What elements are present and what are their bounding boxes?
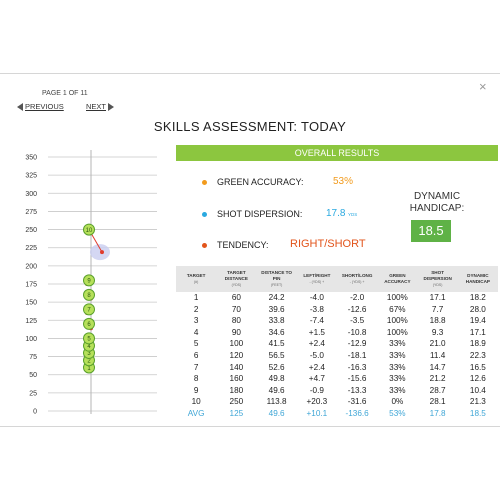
table-row: [176, 350, 498, 362]
table-cell: 100%: [386, 316, 408, 326]
table-cell: 4: [193, 327, 199, 337]
close-icon[interactable]: ×: [479, 79, 487, 94]
header-shot-dispersion: SHOT DISPERSION (YDS): [418, 266, 458, 292]
y-tick-label: 325: [25, 172, 37, 180]
next-label: NEXT: [86, 102, 107, 111]
avg-cell: 17.8: [429, 408, 446, 418]
table-cell: 2: [193, 304, 199, 314]
table-cell: 140: [229, 362, 244, 372]
table-cell: 60: [231, 293, 241, 302]
table-cell: 33%: [389, 350, 406, 360]
table-cell: 67%: [389, 304, 406, 314]
shot-markers: [84, 224, 111, 373]
table-cell: 21.2: [429, 374, 446, 384]
avg-cell: AVG: [187, 408, 205, 418]
table-cell: 33.8: [268, 316, 285, 326]
overall-results-header: OVERALL RESULTS: [176, 145, 498, 161]
table-cell: +1.5: [308, 327, 325, 337]
y-tick-label: 175: [25, 281, 37, 289]
table-cell: 70: [231, 304, 241, 314]
table-cell: -12.6: [347, 304, 367, 314]
table-cell: -16.3: [347, 362, 367, 372]
avg-cell: 53%: [389, 408, 406, 418]
dynamic-handicap-label-line2: HANDICAP:: [409, 203, 465, 214]
table-cell: 24.2: [268, 293, 285, 302]
red-dot-icon: [202, 243, 207, 248]
shot-point: [100, 250, 104, 254]
table-cell: -10.8: [347, 327, 367, 337]
green-accuracy-metric: [202, 177, 304, 187]
table-cell: -7.4: [309, 316, 324, 326]
table-cell: 180: [229, 385, 244, 395]
table-row: [176, 373, 498, 385]
table-header-row: [176, 266, 498, 292]
next-button[interactable]: [86, 102, 114, 111]
table-cell: 56.5: [268, 350, 285, 360]
previous-button[interactable]: [17, 102, 64, 111]
y-tick-label: 25: [29, 390, 37, 398]
table-cell: 1: [193, 293, 199, 302]
target-marker-label: 7: [87, 307, 91, 314]
table-cell: 28.1: [429, 397, 446, 407]
dynamic-handicap-label-line1: DYNAMIC: [413, 191, 461, 202]
table-cell: 33%: [389, 374, 406, 384]
table-cell: 120: [229, 350, 244, 360]
table-cell: 21.0: [429, 339, 446, 349]
target-marker-label: 9: [87, 278, 91, 285]
table-cell: -4.0: [309, 293, 324, 302]
table-avg-row: [176, 408, 498, 420]
header-green-accuracy: GREEN ACCURACY: [377, 266, 417, 292]
table-row: [176, 327, 498, 339]
y-tick-label: 250: [25, 227, 37, 235]
table-cell: 17.1: [469, 327, 486, 337]
table-cell: 11.4: [429, 350, 446, 360]
table-cell: 7: [193, 362, 199, 372]
target-marker-label: 5: [87, 336, 91, 343]
y-tick-label: 150: [25, 299, 37, 307]
table-cell: 28.0: [469, 304, 486, 314]
green-accuracy-value: 53%: [333, 176, 354, 187]
dynamic-handicap-label: [397, 191, 477, 215]
y-tick-label: 350: [25, 154, 37, 162]
table-cell: -31.6: [347, 397, 367, 407]
table-cell: -18.1: [347, 350, 367, 360]
table-row: [176, 362, 498, 374]
y-tick-label: 200: [25, 263, 37, 271]
table-cell: 6: [193, 350, 199, 360]
table-cell: +4.7: [308, 374, 325, 384]
avg-cell: 125: [229, 408, 244, 418]
table-cell: 5: [193, 339, 199, 349]
table-cell: 52.6: [268, 362, 285, 372]
table-cell: -12.9: [347, 339, 367, 349]
table-cell: 22.3: [469, 350, 486, 360]
table-cell: 100: [229, 339, 244, 349]
y-tick-label: 50: [29, 372, 37, 380]
table-cell: -2.0: [350, 293, 365, 302]
y-tick-label: 275: [25, 208, 37, 216]
target-marker-label: 8: [87, 293, 91, 300]
table-cell: 16.5: [469, 362, 486, 372]
table-cell: 3: [193, 316, 199, 326]
table-cell: 33%: [389, 385, 406, 395]
avg-cell: -136.6: [345, 408, 369, 418]
table-cell: 160: [229, 374, 244, 384]
y-tick-label: 300: [25, 190, 37, 198]
table-cell: 12.6: [469, 374, 486, 384]
table-cell: 17.1: [429, 293, 446, 302]
dynamic-handicap-value: 18.5: [411, 220, 451, 242]
table-cell: -15.6: [347, 374, 367, 384]
table-cell: 33%: [389, 362, 406, 372]
table-cell: 0%: [391, 397, 404, 407]
table-row: [176, 385, 498, 397]
previous-label: PREVIOUS: [25, 102, 64, 111]
shot-dispersion-value: 17.8: [326, 208, 346, 219]
previous-arrow-icon: [17, 103, 23, 111]
y-tick-label: 100: [25, 335, 37, 343]
table-cell: 28.7: [429, 385, 446, 395]
table-cell: 18.2: [469, 293, 486, 302]
table-cell: 41.5: [268, 339, 285, 349]
target-marker-label: 2: [87, 358, 91, 365]
distance-chart: [0, 150, 176, 422]
table-cell: 10: [191, 397, 201, 407]
tendency-metric: [202, 240, 269, 250]
table-cell: -3.8: [309, 304, 324, 314]
table-cell: 39.6: [268, 304, 285, 314]
next-arrow-icon: [108, 103, 114, 111]
table-cell: 250: [229, 397, 244, 407]
target-marker-label: 1: [87, 365, 91, 372]
table-row: [176, 292, 498, 304]
table-cell: -5.0: [309, 350, 324, 360]
orange-dot-icon: [202, 180, 207, 185]
header-dynamic-handicap: DYNAMIC HANDICAP: [458, 266, 498, 292]
table-cell: +2.4: [308, 362, 325, 372]
avg-cell: +10.1: [306, 408, 328, 418]
table-cell: 100%: [386, 293, 408, 302]
avg-cell: 49.6: [268, 408, 285, 418]
table-cell: -3.5: [350, 316, 365, 326]
table-cell: 9.3: [431, 327, 444, 337]
table-cell: 14.7: [429, 362, 446, 372]
table-cell: 19.4: [469, 316, 486, 326]
table-cell: 10.4: [469, 385, 486, 395]
y-tick-label: 125: [25, 317, 37, 325]
page-indicator: PAGE 1 OF 11: [42, 90, 88, 97]
header-left-right: LEFT/RIGHT - (YDS) +: [297, 266, 337, 292]
table-cell: +2.4: [308, 339, 325, 349]
table-row: [176, 396, 498, 408]
table-cell: 49.8: [268, 374, 285, 384]
table-cell: 100%: [386, 327, 408, 337]
green-accuracy-label: GREEN ACCURACY:: [217, 177, 304, 187]
header-target: TARGET (#): [176, 266, 216, 292]
table-cell: 9: [193, 385, 199, 395]
blue-dot-icon: [202, 212, 207, 217]
table-cell: 18.8: [429, 316, 446, 326]
target-marker-label: 3: [87, 351, 91, 358]
table-cell: -0.9: [309, 385, 324, 395]
table-cell: 49.6: [268, 385, 285, 395]
tendency-label: TENDENCY:: [217, 240, 269, 250]
results-table: [176, 266, 498, 420]
table-cell: +20.3: [306, 397, 328, 407]
y-tick-label: 75: [29, 354, 37, 362]
tendency-value: RIGHT/SHORT: [290, 238, 366, 250]
shot-dispersion-label: SHOT DISPERSION:: [217, 209, 303, 219]
target-marker-label: 6: [87, 322, 91, 329]
y-tick-label: 0: [33, 408, 37, 416]
header-short-long: SHORT/LONG - (YDS) +: [337, 266, 377, 292]
table-cell: 113.8: [266, 397, 287, 407]
table-cell: 8: [193, 374, 199, 384]
table-row: [176, 315, 498, 327]
header-distance-to-pin: DISTANCE TO PIN (FEET): [257, 266, 297, 292]
table-cell: 7.7: [431, 304, 444, 314]
shot-dispersion-unit: YDS: [348, 212, 358, 217]
shot-dispersion-metric: [202, 209, 302, 219]
table-cell: 34.6: [268, 327, 285, 337]
header-target-distance: TARGET DISTANCE (YDS): [216, 266, 256, 292]
target-marker-label: 4: [87, 343, 91, 350]
table-cell: 21.3: [469, 397, 486, 407]
page-title: SKILLS ASSESSMENT: TODAY: [153, 119, 347, 134]
table-cell: 90: [231, 327, 241, 337]
table-cell: -13.3: [347, 385, 367, 395]
target-marker-label: 10: [85, 227, 93, 234]
table-cell: 18.9: [469, 339, 486, 349]
table-row: [176, 338, 498, 350]
table-cell: 80: [231, 316, 241, 326]
y-tick-label: 225: [25, 245, 37, 253]
table-row: [176, 304, 498, 316]
avg-cell: 18.5: [469, 408, 486, 418]
table-cell: 33%: [389, 339, 406, 349]
